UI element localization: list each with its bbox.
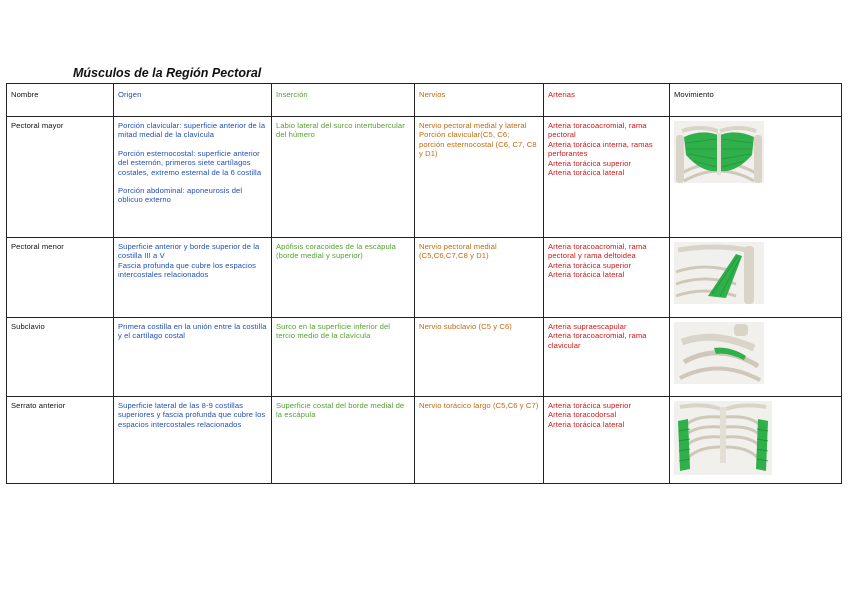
table-row [7,397,842,484]
header-name: Nombre [7,84,114,117]
insertion-text: Labio lateral del surco intertubercular del húmero [276,121,405,140]
pectoral-menor-illustration [674,242,764,304]
nerves-cell [415,238,544,318]
muscles-table [6,83,842,484]
movement-cell [670,318,842,397]
nerves-text: Nervio subclavio (C5 y C6) [419,322,512,331]
header-arteries: Arterias [544,84,670,117]
origin-cell [114,397,272,484]
arteries-cell [544,238,670,318]
insertion-cell [272,397,415,484]
nerves-cell [415,318,544,397]
arteries-text: Arteria supraescapular Arteria toracoacromial, rama clavicular [548,322,647,350]
origin-text: Porción abdominal: aponeurosis del oblicuo externo [118,186,243,205]
origin-text: Superficie lateral de las 8-9 costillas superiores y fascia profunda que cubre los espacios intercostales relacionados [118,401,266,429]
nerves-text: Nervio pectoral medial (C5,C6,C7,C8 y D1) [419,242,497,261]
pectoral-mayor-illustration [674,121,764,183]
muscle-name: Pectoral menor [7,238,114,318]
header-origin: Origen [114,84,272,117]
arteries-text: Arteria torácica superior Arteria toracodorsal Arteria torácica lateral [548,401,632,429]
table-row [7,318,842,397]
nerves-cell [415,397,544,484]
subclavio-illustration [674,322,764,384]
table-header-row [7,84,842,117]
movement-cell [670,397,842,484]
insertion-cell [272,238,415,318]
origin-text: Primera costilla en la unión entre la costilla y el cartílago costal [118,322,267,341]
muscle-name: Serrato anterior [7,397,114,484]
arteries-cell [544,318,670,397]
insertion-text: Surco en la superficie inferior del tercio medio de la clavícula [276,322,391,341]
table-row [7,238,842,318]
nerves-text: Nervio torácico largo (C5,C6 y C7) [419,401,539,410]
header-movement: Movimiento [670,84,842,117]
insertion-cell [272,318,415,397]
origin-cell [114,318,272,397]
arteries-cell [544,117,670,238]
insertion-cell [272,117,415,238]
header-insertion: Inserción [272,84,415,117]
muscle-name: Pectoral mayor [7,117,114,238]
arteries-text: Arteria toracoacromial, rama pectoral y rama deltoidea Arteria torácica superior Arteria torácica lateral [548,242,647,280]
muscle-name: Subclavio [7,318,114,397]
header-nerves: Nervios [415,84,544,117]
nerves-text: Nervio pectoral medial y lateral Porción clavicular(C5, C6; porción esternocostal (C6, C7, C8 y D1) [419,121,537,159]
document-title: Músculos de la Región Pectoral [73,66,262,80]
nerves-cell [415,117,544,238]
arteries-text: Arteria toracoacromial, rama pectoral Arteria torácica interna, ramas perforantes Arteria torácica superior Arteria torácica lateral [548,121,653,178]
origin-text: Porción esternocostal: superficie anterior del esternón, primeros siete cartílagos costales, extremo esternal de la 6 costilla [118,148,262,177]
serrato-anterior-illustration [674,401,772,475]
insertion-text: Superficie costal del borde medial de la escápula [276,401,405,420]
origin-text: Superficie anterior y borde superior de la costilla III a V Fascia profunda que cubre los espacios intercostales relacionados [118,242,260,280]
movement-cell [670,117,842,238]
origin-text: Porción clavicular: superficie anterior de la mitad medial de la clavícula [118,121,266,140]
movement-cell [670,238,842,318]
arteries-cell [544,397,670,484]
table-row [7,117,842,238]
origin-cell [114,117,272,238]
origin-cell [114,238,272,318]
insertion-text: Apófisis coracoides de la escápula (borde medial y superior) [276,242,396,261]
